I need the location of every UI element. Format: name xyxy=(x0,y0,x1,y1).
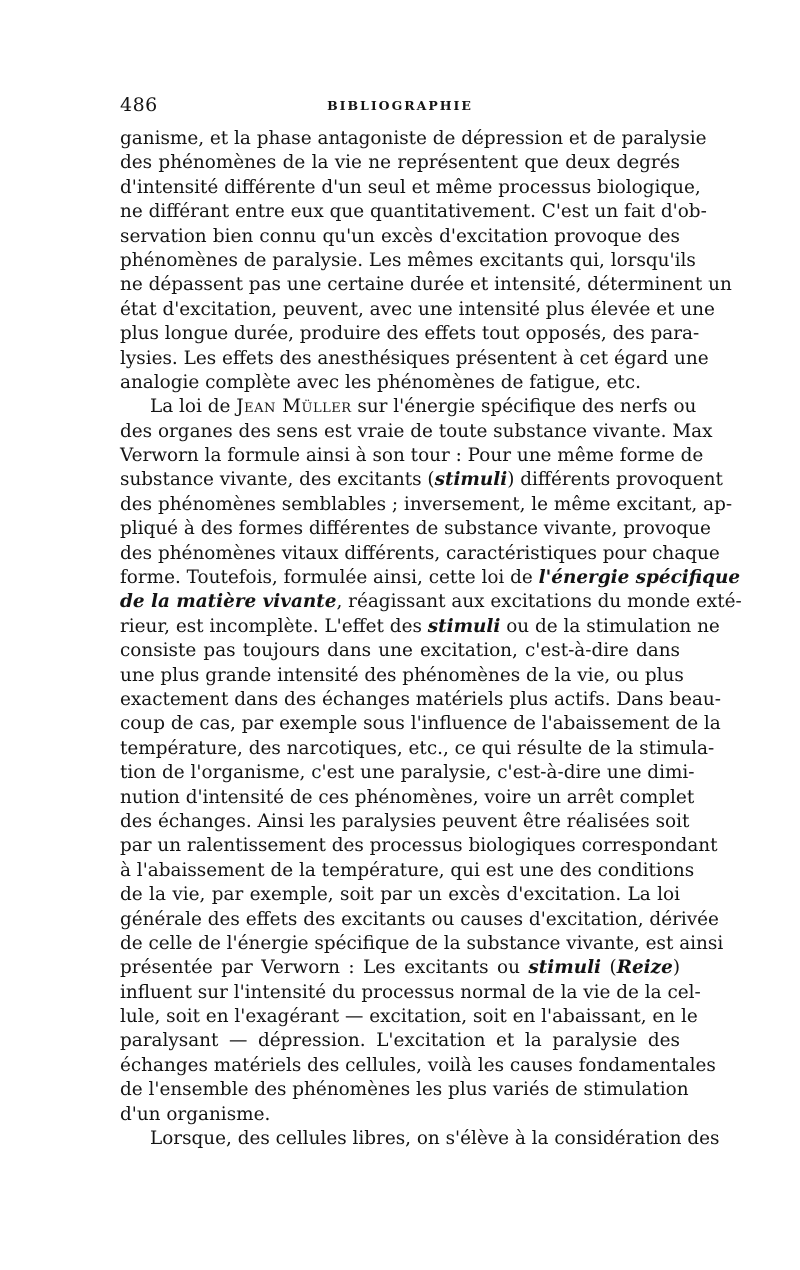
text-line xyxy=(120,810,690,834)
text-segment: ) xyxy=(672,957,681,979)
text-line xyxy=(120,273,732,297)
text-line xyxy=(120,566,741,590)
text-line xyxy=(120,517,711,541)
text-segment: ( xyxy=(601,957,617,979)
text-line xyxy=(120,615,720,639)
page-number: 486 xyxy=(120,94,158,116)
text-segment: substance vivante, des excitants ( xyxy=(120,469,435,491)
text-line xyxy=(120,493,733,517)
text-segment: coup de cas, par exemple sous l'influence de l'abaissement de la xyxy=(120,713,721,735)
text-line xyxy=(120,200,707,224)
text-line xyxy=(120,908,719,932)
text-segment: analogie complète avec les phénomènes de fatigue, etc. xyxy=(120,371,641,393)
text-segment: lule, soit en l'exagérant — excitation, soit en l'abaissant, en le xyxy=(120,1006,698,1028)
text-line xyxy=(120,322,700,346)
text-segment: servation bien connu qu'un excès d'excitation provoque des xyxy=(120,225,680,247)
text-segment: ou de la stimulation ne xyxy=(500,615,720,637)
text-line xyxy=(120,298,715,322)
text-segment: de la vie, par exemple, soit par un excès d'excitation. La loi xyxy=(120,884,680,906)
text-segment: exactement dans des échanges matériels plus actifs. Dans beau- xyxy=(120,688,721,710)
text-segment: , réagissant aux excitations du monde exté- xyxy=(336,591,742,613)
text-segment: des phénomènes vitaux différents, caractéristiques pour chaque xyxy=(120,542,720,564)
text-line xyxy=(120,859,695,883)
text-line xyxy=(120,176,701,200)
text-segment: paralysant — dépression. L'excitation et la paralysie des xyxy=(120,1030,680,1052)
text-line xyxy=(120,395,697,419)
text-line xyxy=(120,712,721,736)
text-segment: des échanges. Ainsi les paralysies peuvent être réalisées soit xyxy=(120,810,690,832)
text-segment: Verworn la formule ainsi à son tour : Pour une même forme de xyxy=(120,445,704,467)
text-segment: Lorsque, des cellules libres, on s'élève à la considération des xyxy=(150,1128,720,1150)
text-segment: d'intensité différente d'un seul et même processus biologique, xyxy=(120,176,701,198)
text-segment: phénomènes de paralysie. Les mêmes excitants qui, lorsqu'ils xyxy=(120,249,696,271)
text-segment: nution d'intensité de ces phénomènes, voire un arrêt complet xyxy=(120,786,695,808)
text-line xyxy=(120,1005,698,1029)
text-line xyxy=(120,127,707,151)
text-segment: présentée par Verworn : Les excitants ou xyxy=(120,957,529,979)
text-segment: ne différant entre eux que quantitativement. C'est un fait d'ob- xyxy=(120,201,707,223)
text-segment: tion de l'organisme, c'est une paralysie, c'est-à-dire une dimi- xyxy=(120,762,695,784)
text-segment: forme. Toutefois, formulée ainsi, cette loi de xyxy=(120,567,539,589)
text-segment: ne dépassent pas une certaine durée et intensité, déterminent un xyxy=(120,274,732,296)
italic-term: stimuli xyxy=(427,615,501,637)
italic-term: Reize xyxy=(616,957,673,979)
text-line xyxy=(120,956,680,980)
text-segment: plus longue durée, produire des effets tout opposés, des para- xyxy=(120,323,700,345)
text-line xyxy=(120,468,723,492)
italic-term: l'énergie spécifique xyxy=(538,567,741,589)
text-line xyxy=(120,639,680,663)
text-line xyxy=(120,542,720,566)
text-segment: ganisme, et la phase antagoniste de dépression et de paralysie xyxy=(120,128,707,149)
text-segment: des phénomènes de la vie ne représentent que deux degrés xyxy=(120,152,680,174)
text-line xyxy=(120,371,680,395)
text-segment: par un ralentissement des processus biologiques correspondant xyxy=(120,835,718,857)
author-name: Jean Müller xyxy=(236,396,352,418)
italic-term: stimuli xyxy=(528,957,602,979)
text-segment: une plus grande intensité des phénomènes de la vie, ou plus xyxy=(120,664,684,686)
text-line xyxy=(120,688,721,712)
text-segment: état d'excitation, peuvent, avec une intensité plus élevée et une xyxy=(120,298,715,320)
text-line xyxy=(120,420,713,444)
text-line xyxy=(120,981,701,1005)
text-segment: influent sur l'intensité du processus normal de la vie de la cel- xyxy=(120,981,701,1003)
text-line xyxy=(120,347,709,371)
text-line xyxy=(120,834,718,858)
text-segment: sur l'énergie spécifique des nerfs ou xyxy=(351,396,697,418)
italic-term: de la matière vivante xyxy=(120,591,337,613)
text-line xyxy=(120,932,724,956)
text-segment: de celle de l'énergie spécifique de la substance vivante, est ainsi xyxy=(120,932,724,954)
text-segment: rieur, est incomplète. L'effet des xyxy=(120,615,428,637)
text-line xyxy=(120,249,696,273)
text-line xyxy=(120,786,695,810)
text-segment: à l'abaissement de la température, qui est une des conditions xyxy=(120,859,695,881)
text-line xyxy=(120,737,715,761)
text-line xyxy=(120,444,704,468)
body-text xyxy=(120,127,742,1151)
text-segment: La loi de xyxy=(150,396,237,418)
text-segment: des phénomènes semblables ; inversement, le même excitant, ap- xyxy=(120,493,733,515)
text-segment: échanges matériels des cellules, voilà les causes fondamentales xyxy=(120,1054,716,1076)
italic-term: stimuli xyxy=(434,469,508,491)
text-line xyxy=(120,1029,680,1053)
text-segment: d'un organisme. xyxy=(120,1103,271,1125)
text-line xyxy=(120,1054,716,1078)
text-segment: lysies. Les effets des anesthésiques présentent à cet égard une xyxy=(120,347,709,369)
text-line xyxy=(120,1078,689,1102)
text-segment: consiste pas toujours dans une excitation, c'est-à-dire dans xyxy=(120,640,680,662)
text-line xyxy=(120,225,680,249)
text-line xyxy=(120,1103,680,1127)
text-segment: de l'ensemble des phénomènes les plus variés de stimulation xyxy=(120,1079,689,1101)
text-segment: ) différents provoquent xyxy=(507,469,723,491)
text-segment: générale des effets des excitants ou causes d'excitation, dérivée xyxy=(120,908,719,930)
text-line xyxy=(120,664,684,688)
text-segment: pliqué à des formes différentes de substance vivante, provoque xyxy=(120,518,711,540)
text-line xyxy=(120,151,680,175)
text-segment: des organes des sens est vraie de toute substance vivante. Max xyxy=(120,420,713,442)
text-segment: température, des narcotiques, etc., ce qui résulte de la stimula- xyxy=(120,737,715,759)
page-header xyxy=(120,94,680,118)
running-head: BIBLIOGRAPHIE xyxy=(327,98,473,113)
text-line xyxy=(120,761,695,785)
text-line xyxy=(120,883,680,907)
text-line xyxy=(120,590,742,614)
text-line xyxy=(120,1127,720,1151)
